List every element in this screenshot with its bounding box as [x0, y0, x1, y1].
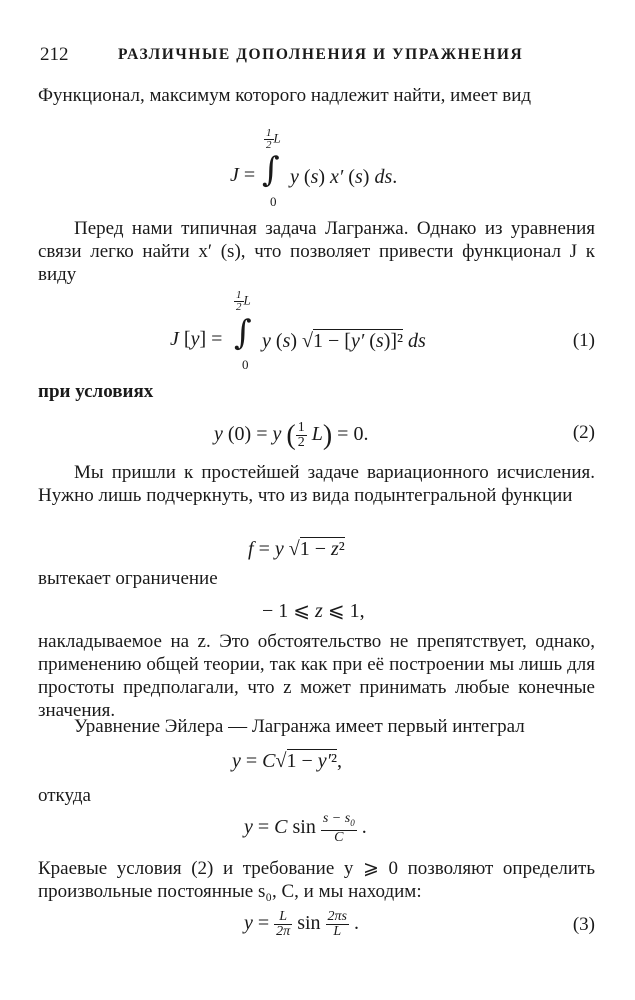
- equation-first-integral: y = C√1 − y′²,: [232, 750, 343, 772]
- paragraph-general-theory: накладываемое на z. Это обстоятельство не препятствует, однако, применению общей теории, так как при её построении мы лишь для простоты предполагали, что z может принимать любые конечные значения.: [38, 631, 595, 721]
- paragraph-conditions: при условиях: [38, 381, 154, 402]
- page-number: 212: [40, 44, 69, 65]
- equation-2: y (0) = y ( $\frac{1}{2}$ L) = 0.: [214, 419, 369, 451]
- running-header: [40, 44, 595, 68]
- equation-3: y = $\frac{L}{2\pi}$ sin $\frac{2\pi s}{L}$ .: [244, 909, 359, 939]
- running-title: РАЗЛИЧНЫЕ ДОПОЛНЕНИЯ И УПРАЖНЕНИЯ: [118, 46, 524, 63]
- equation-z-range: − 1 ⩽ z ⩽ 1,: [262, 600, 365, 622]
- paragraph-euler-lagrange: Уравнение Эйлера — Лагранжа имеет первый интеграл: [74, 716, 525, 737]
- paragraph-functional: Функционал, максимум которого надлежит найти, имеет вид: [38, 85, 532, 106]
- equation-sine-solution: y = C sin $\frac{s - s_0}{C}$ .: [244, 811, 367, 845]
- paragraph-boundary-conditions: Краевые условия (2) и требование y ⩾ 0 позволяют определить произвольные постоянные s₀, C, и мы находим:: [38, 858, 595, 902]
- paragraph-restriction: вытекает ограничение: [38, 568, 218, 589]
- paragraph-lagrange: Перед нами типичная задача Лагранжа. Однако из уравнения связи легко найти x′ (s), что позволяет привести функционал J к виду: [38, 218, 595, 285]
- book-page: 212 РАЗЛИЧНЫЕ ДОПОЛНЕНИЯ И УПРАЖНЕНИЯ Функционал, максимум которого надлежит найти, имеет вид $\frac{1}{2}$ L J = ∫ 0 y (s) x′ (s) ds. Перед нами типичная задача Лагранжа. Однако из уравнения связи легко найти x′ (s), что позволяет привести функционал J к виду $\frac{1}{2}$ L J [y] = ∫ 0 y (s) √1 − [y′ (s)]² ds (1) при условиях y (0) = y ( $\frac{1}{2}$ L) = 0. (2) Мы пришли к простейшей задаче вариационного исчисления. Нужно лишь подчеркнуть, что из вида подынтегральной функции f = y √1 − z² вытекает ограничение − 1 ⩽ z ⩽ 1, накладываемое на z. Это обстоятельство не препятствует, однако, применению общей теории, так как при её построении мы лишь для простоты предполагали, что z может принимать любые конечные значения. Уравнение Эйлера — Лагранжа имеет первый интеграл y = C√1 − y′², откуда y = C sin $\frac{s - s_0}{C}$ . Краевые условия (2) и требование y ⩾ 0 позволяют определить произвольные постоянные s₀, C, и мы находим: y = $\frac{L}{2\pi}$ sin $\frac{2\pi s}{L}$ . (3): [38, 44, 595, 939]
- equation-f: f = y √1 − z²: [248, 538, 345, 560]
- equation-number-1: (1): [572, 330, 595, 351]
- equation-number-3: (3): [572, 914, 595, 935]
- paragraph-variational: Мы пришли к простейшей задаче вариационного исчисления. Нужно лишь подчеркнуть, что из вида подынтегральной функции: [38, 462, 595, 506]
- equation-number-2: (2): [572, 422, 595, 443]
- paragraph-whence: откуда: [38, 785, 91, 806]
